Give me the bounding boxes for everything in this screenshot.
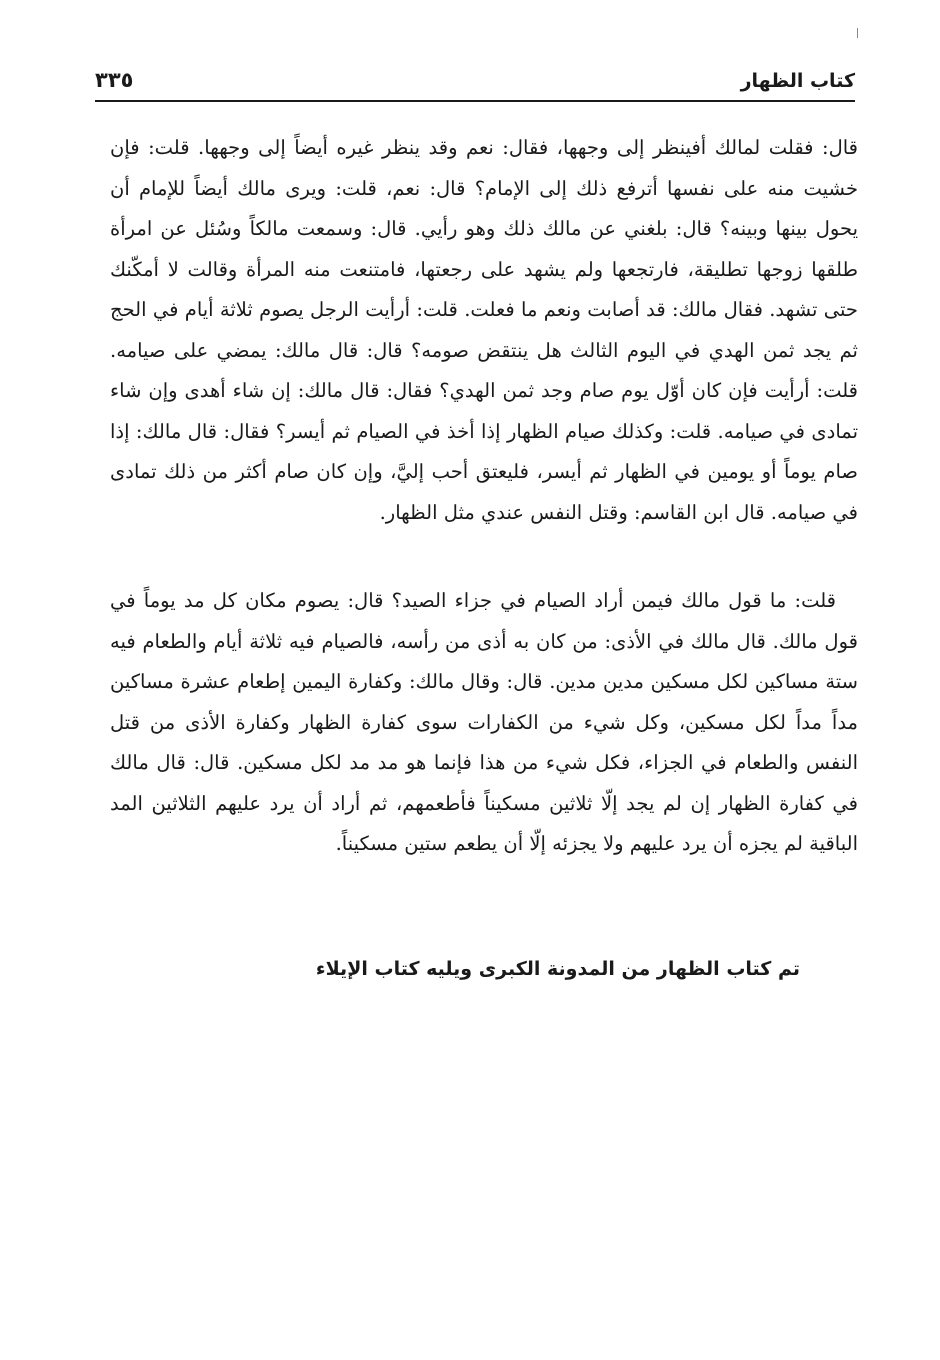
scan-mark <box>857 28 858 38</box>
running-header-title: كتاب الظهار <box>740 70 855 92</box>
chapter-closing-line: تم كتاب الظهار من المدونة الكبرى ويليه كتاب الإيلاء <box>315 958 800 980</box>
running-header <box>95 62 855 100</box>
header-divider <box>95 100 855 102</box>
page-number: ٣٣٥ <box>95 68 134 92</box>
paragraph-first: قال: فقلت لمالك أفينظر إلى وجهها، فقال: نعم وقد ينظر غيره أيضاً إلى وجهها. قلت: فإن خشيت منه على نفسها أترفع ذلك إلى الإمام؟ قال: نعم، قلت: ويرى مالك أيضاً للإمام أن يحول بينها وبينه؟ قال: بلغني عن مالك ذلك وهو رأيي. قال: وسمعت مالكاً وسُئل عن امرأة طلقها زوجها تطليقة، فارتجعها ولم يشهد على رجعتها، فامتنعت منه المرأة وقالت لا أمكّنك حتى تشهد. فقال مالك: قد أصابت ونعم ما فعلت. قلت: أرأيت الرجل يصوم ثلاثة أيام في الحج ثم يجد ثمن الهدي في اليوم الثالث هل ينتقض صومه؟ قال: قال مالك: يمضي على صيامه. قلت: أرأيت فإن كان أوّل يوم صام وجد ثمن الهدي؟ فقال: قال مالك: إن شاء أهدى وإن شاء تمادى في صيامه. قلت: وكذلك صيام الظهار إذا أخذ في الصيام ثم أيسر؟ فقال: قال مالك: إذا صام يوماً أو يومين في الظهار ثم أيسر، فليعتق أحب إليَّ، وإن كان صام أكثر من ذلك تمادى في صيامه. قال ابن القاسم: وقتل النفس عندي مثل الظهار. <box>110 136 858 524</box>
paragraph-second: قلت: ما قول مالك فيمن أراد الصيام في جزاء الصيد؟ قال: يصوم مكان كل مد يوماً في قول مالك. قال مالك في الأذى: من كان به أذى من رأسه، فالصيام فيه ثلاثة أيام والطعام فيه ستة مساكين لكل مسكين مدين مدين. قال: وقال مالك: وكفارة اليمين إطعام عشرة مساكين مداً مداً لكل مسكين، وكل شيء من الكفارات سوى كفارة الظهار وكفارة الأذى من قتل النفس والطعام في الجزاء، فكل شيء من هذا فإنما هو مد مد لكل مسكين. قال: قال مالك في كفارة الظهار إن لم يجد إلّا ثلاثين مسكيناً فأطعمهم، ثم أراد أن يرد عليهم الثلاثين المد الباقية لم يجزه أن يرد عليهم ولا يجزئه إلّا أن يطعم ستين مسكيناً. <box>110 589 858 855</box>
